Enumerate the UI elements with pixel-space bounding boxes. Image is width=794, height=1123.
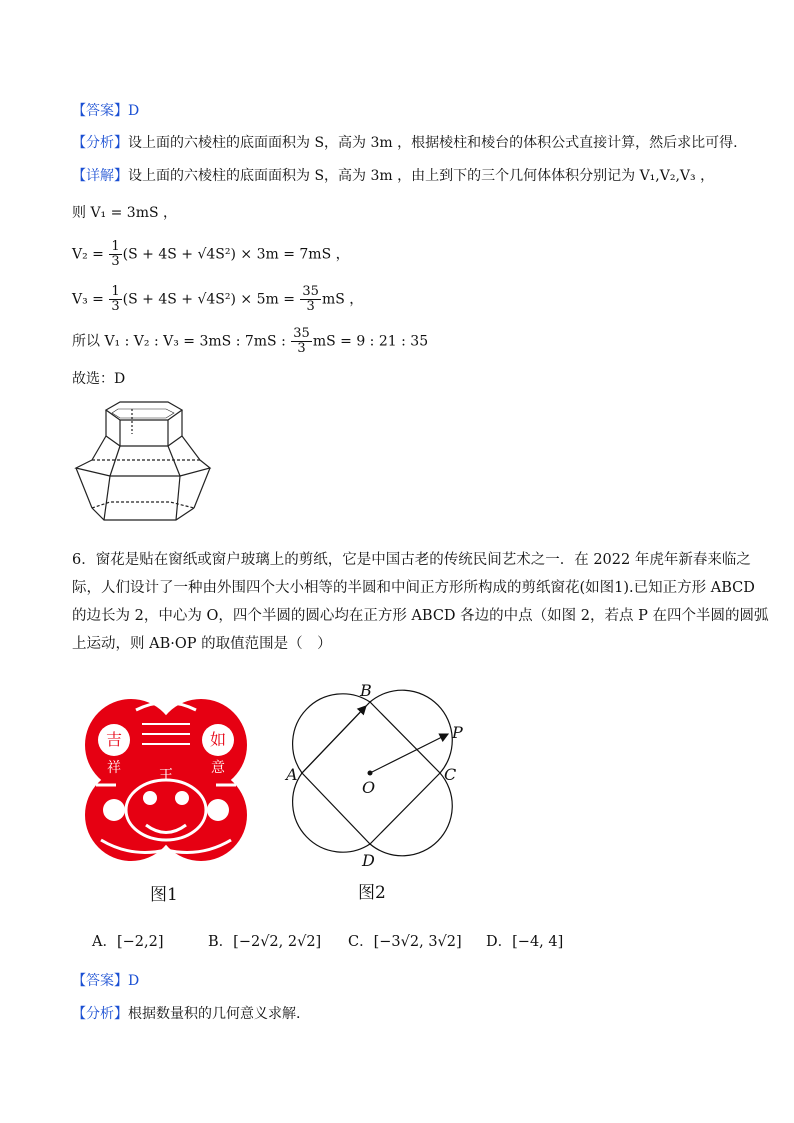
q6-line4: 上运动，则 AB·OP 的取值范围是（ ） <box>72 636 332 652</box>
answer-line-2 <box>72 970 139 992</box>
papercut-char-yi: 意 <box>211 760 225 776</box>
answer-tag-2: 【答案】 <box>72 973 128 989</box>
analysis-line <box>72 132 738 154</box>
fraction-one-third-2: $\frac{1}{3}$ <box>111 284 120 314</box>
answer-value-2: D <box>128 973 140 989</box>
papercut-char-wang: 王 <box>158 766 174 784</box>
analysis-text: 设上面的六棱柱的底面面积为 S，高为 3m ，根据棱柱和棱台的体积公式直接计算，然后求比可得. <box>128 135 738 151</box>
answer-value: D <box>128 103 140 119</box>
label-P: P <box>452 723 463 742</box>
analysis-tag-2: 【分析】 <box>72 1006 128 1022</box>
eq2-rhs: (S + 4S + √4S²) × 3m = 7mS ， <box>122 246 350 263</box>
choose-line: 故选：D <box>72 371 126 387</box>
analysis-tag: 【分析】 <box>72 135 128 151</box>
option-d[interactable]: D．[−4, 4] <box>486 934 564 950</box>
label-C: C <box>444 765 457 784</box>
label-B: B <box>360 681 372 700</box>
label-O: O <box>362 778 376 797</box>
fraction-35-3-2: $\frac{35}{3}$ <box>293 326 310 356</box>
q6-line1: 6．窗花是贴在窗纸或窗户玻璃上的剪纸，它是中国古老的传统民间艺术之一．在 2022 年虎年新春来临之 <box>72 552 751 568</box>
equation-v2 <box>72 240 350 269</box>
equation-ratio <box>72 327 428 356</box>
label-A: A <box>286 765 298 784</box>
option-b[interactable]: B．[−2√2, 2√2] <box>208 934 322 950</box>
q6-line2: 际，人们设计了一种由外围四个大小相等的半圆和中间正方形所构成的剪纸窗花(如图1).已知正方形 ABCD <box>72 580 755 596</box>
papercut-char-ru: 如 <box>209 730 227 749</box>
detail-line <box>72 165 714 187</box>
eq3-mid: (S + 4S + √4S²) × 5m = <box>122 291 295 308</box>
q6-line3: 的边长为 2，中心为 O，四个半圆的圆心均在正方形 ABCD 各边的中点（如图 2，若点 P 在四个半圆的圆弧 <box>72 608 769 624</box>
eq4-b: mS = 9 : 21 : 35 <box>312 333 429 350</box>
eq4-a: 所以 V₁ : V₂ : V₃ = 3mS : 7mS : <box>72 333 286 350</box>
eq3-lhs: V₃ = <box>72 291 104 308</box>
equation-v1: 则 V₁ = 3mS ， <box>72 205 178 221</box>
label-D: D <box>362 851 375 870</box>
answer-tag: 【答案】 <box>72 103 128 119</box>
equation-v3 <box>72 285 363 314</box>
analysis-line-2 <box>72 1003 300 1025</box>
fraction-one-third: $\frac{1}{3}$ <box>111 239 120 269</box>
detail-text: 设上面的六棱柱的底面面积为 S，高为 3m ，由上到下的三个几何体体积分别记为 V₁,V₂,V₃ ， <box>128 168 715 184</box>
question-6 <box>72 546 769 658</box>
figure-2-caption: 图2 <box>358 883 386 903</box>
figure-1-papercut <box>76 690 256 870</box>
eq3-end: mS ， <box>321 291 364 308</box>
papercut-char-xiang: 祥 <box>107 760 121 776</box>
figure-1-caption: 图1 <box>150 885 178 905</box>
analysis-text-2: 根据数量积的几何意义求解. <box>128 1006 301 1022</box>
fraction-35-3: $\frac{35}{3}$ <box>302 284 319 314</box>
option-c[interactable]: C．[−3√2, 3√2] <box>348 934 462 950</box>
option-a[interactable]: A．[−2,2] <box>92 934 164 950</box>
papercut-char-ji: 吉 <box>105 730 123 749</box>
solid-figure <box>70 396 220 536</box>
eq2-lhs: V₂ = <box>72 246 104 263</box>
answer-line <box>72 100 139 122</box>
figure-2-diagram <box>280 676 470 876</box>
detail-tag: 【详解】 <box>72 168 128 184</box>
